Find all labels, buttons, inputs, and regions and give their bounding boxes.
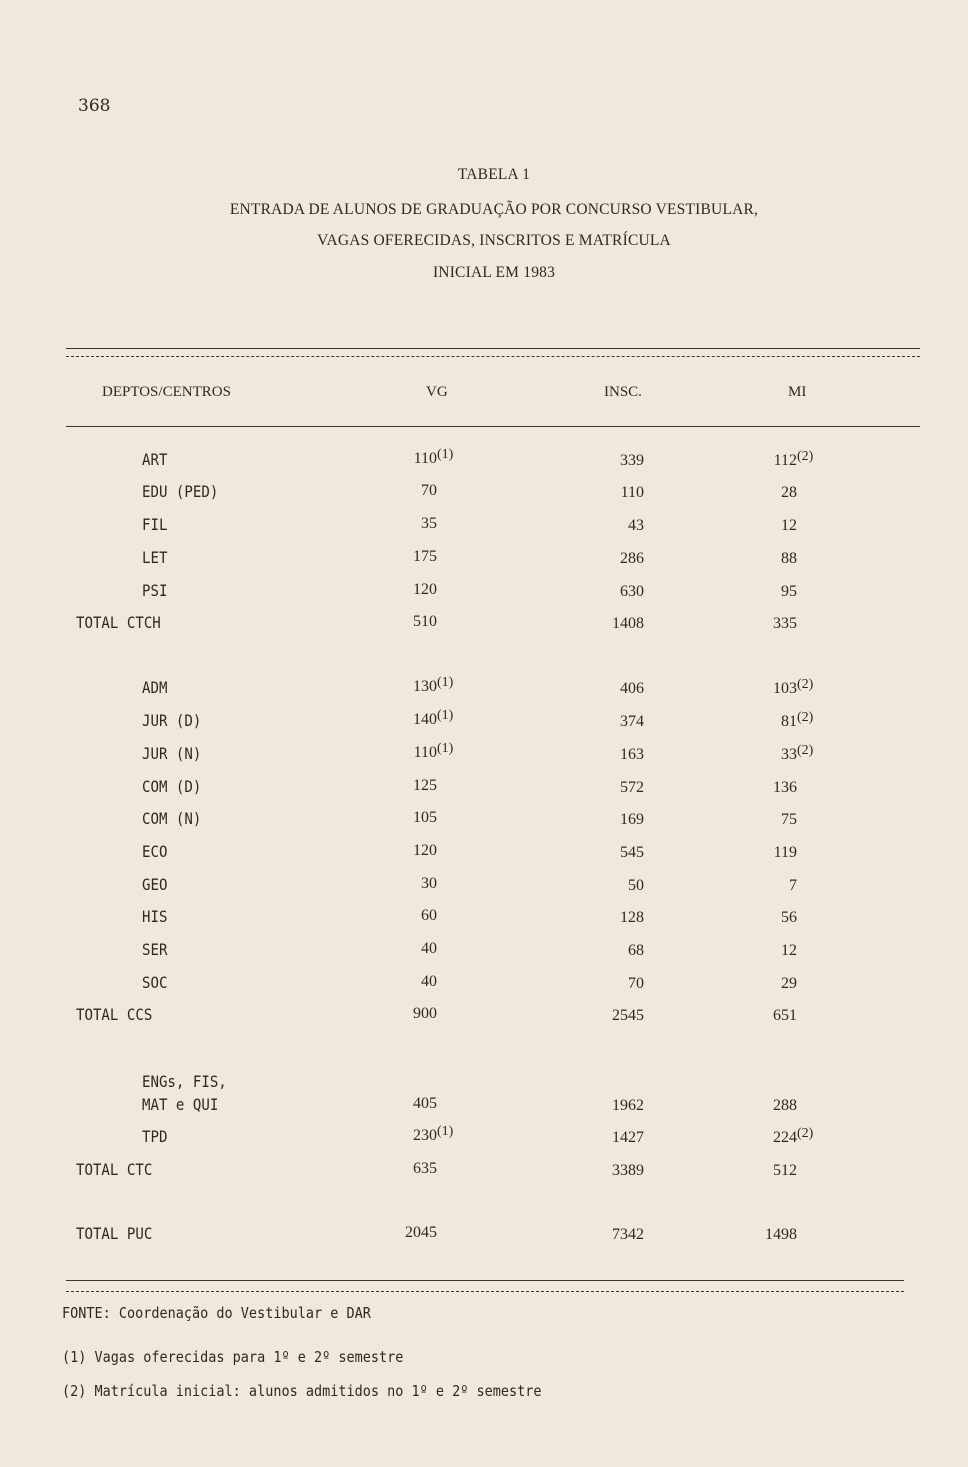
- vg-cell-value: 40: [421, 973, 437, 990]
- row-label-continued: MAT e QUI: [142, 1095, 219, 1114]
- insc-cell: [628, 877, 644, 895]
- insc-cell-value: 68: [628, 942, 644, 959]
- vg-cell-value: 30: [421, 875, 437, 892]
- row-label: COM (N): [142, 809, 202, 828]
- insc-cell: [620, 909, 644, 927]
- vg-cell-value: 130: [413, 678, 437, 695]
- mi-cell: [789, 877, 797, 895]
- table-subtitle-line-2: VAGAS OFERECIDAS, INSCRITOS E MATRÍCULA: [317, 232, 671, 249]
- bottom-rule: [66, 1280, 904, 1281]
- mi-cell-value: 112: [773, 452, 797, 469]
- insc-cell: [620, 550, 644, 568]
- insc-cell-value: 128: [620, 909, 644, 926]
- source-note: FONTE: Coordenação do Vestibular e DAR: [62, 1304, 371, 1322]
- footnote-marker: (2): [797, 710, 814, 725]
- mi-cell: [765, 1226, 797, 1244]
- insc-cell-value: 1427: [612, 1129, 644, 1146]
- insc-cell: [620, 844, 644, 862]
- insc-cell-value: 545: [620, 844, 644, 861]
- mi-cell-value: 88: [781, 550, 797, 567]
- insc-cell-value: 7342: [612, 1226, 644, 1243]
- vg-cell: [413, 548, 437, 566]
- insc-cell: [620, 811, 644, 829]
- row-label: SER: [142, 940, 168, 959]
- vg-cell-value: 120: [413, 581, 437, 598]
- row-label: HIS: [142, 907, 168, 926]
- vg-cell-value: 175: [413, 548, 437, 565]
- row-label: SOC: [142, 973, 168, 992]
- footnote-marker: (2): [797, 743, 814, 758]
- vg-cell-value: 125: [413, 777, 437, 794]
- top-rule: [66, 348, 920, 349]
- mi-cell: [781, 975, 797, 993]
- mi-cell-value: 119: [773, 844, 797, 861]
- mi-cell-value: 12: [781, 942, 797, 959]
- row-label: ADM: [142, 678, 168, 697]
- vg-cell-value: 900: [413, 1005, 437, 1022]
- vg-cell: [421, 482, 437, 500]
- total-row-label: TOTAL CCS: [76, 1005, 153, 1024]
- vg-cell-value: 230: [413, 1127, 437, 1144]
- table-subtitle-line-3: INICIAL EM 1983: [432, 264, 556, 281]
- insc-cell: [612, 1162, 644, 1180]
- total-row-label: TOTAL CTCH: [76, 613, 161, 632]
- row-label: ENGs, FIS,: [142, 1072, 227, 1091]
- insc-cell-value: 50: [628, 877, 644, 894]
- insc-cell: [612, 1129, 644, 1147]
- row-label: TPD: [142, 1127, 168, 1146]
- insc-cell: [620, 583, 644, 601]
- insc-cell: [628, 517, 644, 535]
- footnote-marker: (1): [437, 447, 454, 462]
- mi-cell-value: 136: [773, 779, 797, 796]
- footnote-marker: (1): [437, 675, 454, 690]
- mi-cell-value: 75: [781, 811, 797, 828]
- footnote-marker: (2): [797, 449, 814, 464]
- mi-cell: [773, 779, 797, 797]
- mi-cell-value: 224: [773, 1129, 797, 1146]
- footnote-marker: (1): [437, 741, 454, 756]
- mi-cell-value: 103: [773, 680, 797, 697]
- vg-cell: [421, 875, 437, 893]
- vg-cell: [413, 741, 454, 762]
- header-rule: [66, 426, 920, 427]
- mi-cell: [773, 677, 814, 698]
- vg-cell-value: 120: [413, 842, 437, 859]
- vg-cell-value: 40: [421, 940, 437, 957]
- total-row-label: TOTAL CTC: [76, 1160, 153, 1179]
- footnote-1: (1) Vagas oferecidas para 1º e 2º semestre: [62, 1348, 404, 1366]
- mi-cell: [773, 1097, 797, 1115]
- mi-cell-value: 28: [781, 484, 797, 501]
- insc-cell: [612, 1007, 644, 1025]
- row-label: ART: [142, 450, 168, 469]
- mi-cell-value: 56: [781, 909, 797, 926]
- vg-cell: [413, 675, 454, 696]
- footnote-2: (2) Matrícula inicial: alunos admitidos no 1º e 2º semestre: [62, 1382, 542, 1400]
- vg-cell-value: 105: [413, 809, 437, 826]
- row-label: COM (D): [142, 777, 202, 796]
- row-label: JUR (D): [142, 711, 202, 730]
- vg-cell: [413, 809, 437, 827]
- top-rule-dashed: [66, 356, 920, 357]
- vg-cell: [413, 1005, 437, 1023]
- insc-cell: [612, 1226, 644, 1244]
- vg-cell: [413, 613, 437, 631]
- insc-cell: [620, 746, 644, 764]
- mi-cell: [781, 710, 814, 731]
- insc-cell-value: 43: [628, 517, 644, 534]
- vg-cell: [421, 973, 437, 991]
- mi-cell-value: 33: [781, 746, 797, 763]
- mi-cell-value: 288: [773, 1097, 797, 1114]
- row-label: ECO: [142, 842, 168, 861]
- insc-cell: [628, 975, 644, 993]
- mi-cell-value: 1498: [765, 1226, 797, 1243]
- insc-cell-value: 374: [620, 713, 644, 730]
- insc-cell: [621, 484, 644, 502]
- column-header-vg: VG: [426, 384, 448, 400]
- column-header-deptos: DEPTOS/CENTROS: [102, 384, 231, 400]
- vg-cell: [413, 1160, 437, 1178]
- vg-cell-value: 635: [413, 1160, 437, 1177]
- mi-cell-value: 81: [781, 713, 797, 730]
- insc-cell-value: 1408: [612, 615, 644, 632]
- insc-cell-value: 406: [620, 680, 644, 697]
- vg-cell-value: 70: [421, 482, 437, 499]
- vg-cell: [413, 1124, 454, 1145]
- insc-cell-value: 169: [620, 811, 644, 828]
- footnote-marker: (2): [797, 1126, 814, 1141]
- page-number: 368: [78, 96, 111, 116]
- vg-cell-value: 35: [421, 515, 437, 532]
- mi-cell: [773, 615, 797, 633]
- mi-cell: [773, 449, 814, 470]
- insc-cell-value: 630: [620, 583, 644, 600]
- vg-cell-value: 110: [413, 744, 437, 761]
- insc-cell: [620, 452, 644, 470]
- vg-cell: [405, 1224, 437, 1242]
- mi-cell: [781, 550, 797, 568]
- insc-cell-value: 2545: [612, 1007, 644, 1024]
- vg-cell: [413, 708, 454, 729]
- vg-cell: [413, 581, 437, 599]
- vg-cell: [421, 940, 437, 958]
- vg-cell-value: 2045: [405, 1224, 437, 1241]
- vg-cell: [413, 1095, 437, 1113]
- total-row-label: TOTAL PUC: [76, 1224, 153, 1243]
- vg-cell: [413, 447, 454, 468]
- mi-cell: [781, 909, 797, 927]
- insc-cell: [612, 615, 644, 633]
- footnote-marker: (1): [437, 1124, 454, 1139]
- vg-cell-value: 140: [413, 711, 437, 728]
- vg-cell: [421, 907, 437, 925]
- mi-cell-value: 651: [773, 1007, 797, 1024]
- mi-cell-value: 95: [781, 583, 797, 600]
- insc-cell-value: 572: [620, 779, 644, 796]
- mi-cell: [781, 942, 797, 960]
- vg-cell: [421, 515, 437, 533]
- mi-cell-value: 29: [781, 975, 797, 992]
- vg-cell-value: 510: [413, 613, 437, 630]
- mi-cell: [773, 1126, 814, 1147]
- mi-cell: [773, 1162, 797, 1180]
- mi-cell-value: 12: [781, 517, 797, 534]
- column-header-mi: MI: [788, 384, 807, 400]
- table-title: TABELA 1: [457, 166, 531, 183]
- mi-cell: [774, 844, 797, 862]
- footnote-marker: (1): [437, 708, 454, 723]
- insc-cell-value: 339: [620, 452, 644, 469]
- insc-cell-value: 286: [620, 550, 644, 567]
- insc-cell-value: 110: [620, 484, 644, 501]
- vg-cell-value: 60: [421, 907, 437, 924]
- insc-cell: [620, 680, 644, 698]
- footnote-marker: (2): [797, 677, 814, 692]
- mi-cell-value: 7: [789, 877, 797, 894]
- insc-cell-value: 3389: [612, 1162, 644, 1179]
- insc-cell: [612, 1097, 644, 1115]
- column-header-insc: INSC.: [604, 384, 642, 400]
- insc-cell: [628, 942, 644, 960]
- mi-cell: [781, 583, 797, 601]
- insc-cell-value: 1962: [612, 1097, 644, 1114]
- insc-cell: [620, 713, 644, 731]
- mi-cell: [781, 811, 797, 829]
- mi-cell: [781, 517, 797, 535]
- row-label: PSI: [142, 581, 168, 600]
- vg-cell-value: 110: [413, 450, 437, 467]
- insc-cell-value: 70: [628, 975, 644, 992]
- mi-cell: [781, 484, 797, 502]
- mi-cell: [781, 743, 814, 764]
- insc-cell-value: 163: [620, 746, 644, 763]
- row-label: GEO: [142, 875, 168, 894]
- row-label: JUR (N): [142, 744, 202, 763]
- vg-cell-value: 405: [413, 1095, 437, 1112]
- insc-cell: [620, 779, 644, 797]
- table-subtitle-line-1: ENTRADA DE ALUNOS DE GRADUAÇÃO POR CONCURSO VESTIBULAR,: [229, 201, 759, 218]
- bottom-rule-dashed: [66, 1291, 904, 1292]
- mi-cell-value: 512: [773, 1162, 797, 1179]
- row-label: EDU (PED): [142, 482, 219, 501]
- vg-cell: [413, 842, 437, 860]
- row-label: LET: [142, 548, 168, 567]
- row-label: FIL: [142, 515, 168, 534]
- vg-cell: [413, 777, 437, 795]
- mi-cell: [773, 1007, 797, 1025]
- mi-cell-value: 335: [773, 615, 797, 632]
